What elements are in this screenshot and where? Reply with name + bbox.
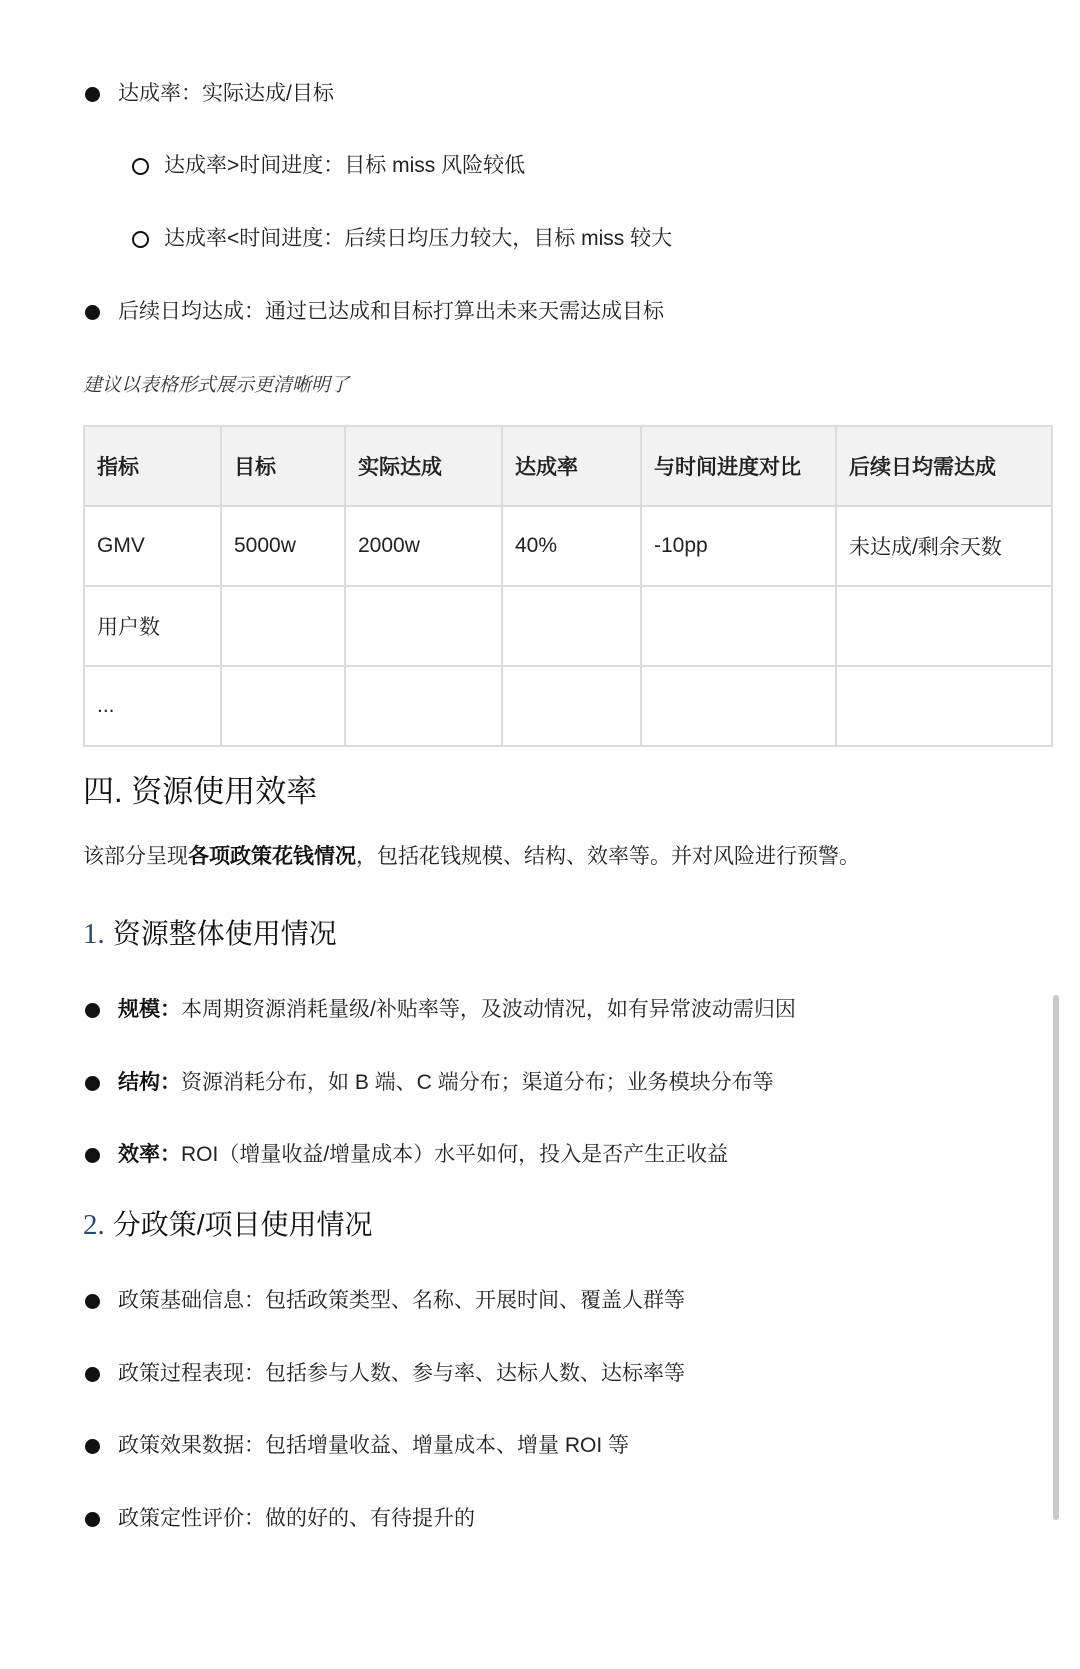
bullet-scale-text: 本周期资源消耗量级/补贴率等，及波动情况，如有异常波动需归因 <box>181 998 796 1021</box>
table-cell <box>641 666 836 746</box>
table-header-cell: 后续日均需达成 <box>836 426 1052 506</box>
bullet-policy-basic-info: 政策基础信息：包括政策类型、名称、开展时间、覆盖人群等 <box>118 1289 685 1312</box>
bullet-structure <box>118 1068 774 1098</box>
intro-bold: 各项政策花钱情况 <box>188 845 356 868</box>
table-cell: 用户数 <box>84 586 221 666</box>
table-header-cell: 达成率 <box>502 426 641 506</box>
table-cell <box>641 586 836 666</box>
table-row <box>84 506 1052 586</box>
bullet-structure-label: 结构： <box>118 1071 181 1094</box>
table-cell <box>836 586 1052 666</box>
bullet-dot-icon <box>85 1367 100 1382</box>
section-4-intro <box>83 842 860 872</box>
subsection-1-number: 1. <box>83 918 105 950</box>
bullet-dot-icon <box>85 87 100 102</box>
table-cell: GMV <box>84 506 221 586</box>
bullet-dot-icon <box>85 1003 100 1018</box>
bullet-dot-icon <box>85 1148 100 1163</box>
table-cell: 40% <box>502 506 641 586</box>
bullet-dot-icon <box>85 305 100 320</box>
bullet-daily-target: 后续日均达成：通过已达成和目标打算出未来天需达成目标 <box>118 300 664 323</box>
table-cell <box>836 666 1052 746</box>
subsection-2-number: 2. <box>83 1209 105 1241</box>
sub-bullet-ring-icon <box>132 158 149 175</box>
table-header-cell: 目标 <box>221 426 345 506</box>
bullet-policy-process: 政策过程表现：包括参与人数、参与率、达标人数、达标率等 <box>118 1362 685 1385</box>
bullet-efficiency-label: 效率： <box>118 1143 181 1166</box>
bullet-efficiency-text: ROI（增量收益/增量成本）水平如何，投入是否产生正收益 <box>181 1143 729 1166</box>
bullet-dot-icon <box>85 1076 100 1091</box>
bullet-policy-evaluation: 政策定性评价：做的好的、有待提升的 <box>118 1507 475 1530</box>
bullet-scale <box>118 995 796 1025</box>
table-cell <box>221 666 345 746</box>
bullet-dot-icon <box>85 1512 100 1527</box>
bullet-scale-label: 规模： <box>118 998 181 1021</box>
vertical-scrollbar[interactable] <box>1053 995 1059 1520</box>
subsection-1-title: 资源整体使用情况 <box>112 918 337 949</box>
table-header-cell: 与时间进度对比 <box>641 426 836 506</box>
table-cell: ... <box>84 666 221 746</box>
subsection-1-heading <box>83 912 337 952</box>
subsection-2-heading <box>83 1203 373 1243</box>
bullet-policy-effect: 政策效果数据：包括增量收益、增量成本、增量 ROI 等 <box>118 1434 630 1457</box>
intro-prefix: 该部分呈现 <box>83 845 188 868</box>
bullet-dot-icon <box>85 1294 100 1309</box>
bullet-dot-icon <box>85 1439 100 1454</box>
section-4-title: 四. 资源使用效率 <box>83 774 318 809</box>
table-suggestion-note: 建议以表格形式展示更清晰明了 <box>83 375 350 396</box>
bullet-structure-text: 资源消耗分布，如 B 端、C 端分布；渠道分布；业务模块分布等 <box>181 1071 774 1094</box>
table-header-row <box>84 426 1052 506</box>
bullet-achievement-rate: 达成率：实际达成/目标 <box>118 82 334 105</box>
table-cell: 未达成/剩余天数 <box>836 506 1052 586</box>
table-cell <box>345 586 502 666</box>
bullet-efficiency <box>118 1140 728 1170</box>
sub-bullet-rate-above-progress: 达成率>时间进度：目标 miss 风险较低 <box>164 154 526 177</box>
table-cell <box>221 586 345 666</box>
table-cell: -10pp <box>641 506 836 586</box>
subsection-2-title: 分政策/项目使用情况 <box>112 1209 373 1240</box>
sub-bullet-ring-icon <box>132 231 149 248</box>
table-cell <box>345 666 502 746</box>
metrics-table <box>83 425 1053 747</box>
table-cell: 5000w <box>221 506 345 586</box>
sub-bullet-rate-below-progress: 达成率<时间进度：后续日均压力较大，目标 miss 较大 <box>164 227 673 250</box>
table-row <box>84 666 1052 746</box>
intro-suffix: ，包括花钱规模、结构、效率等。并对风险进行预警。 <box>356 845 860 868</box>
table-cell <box>502 666 641 746</box>
table-cell: 2000w <box>345 506 502 586</box>
table-row <box>84 586 1052 666</box>
table-cell <box>502 586 641 666</box>
table-header-cell: 指标 <box>84 426 221 506</box>
table-header-cell: 实际达成 <box>345 426 502 506</box>
